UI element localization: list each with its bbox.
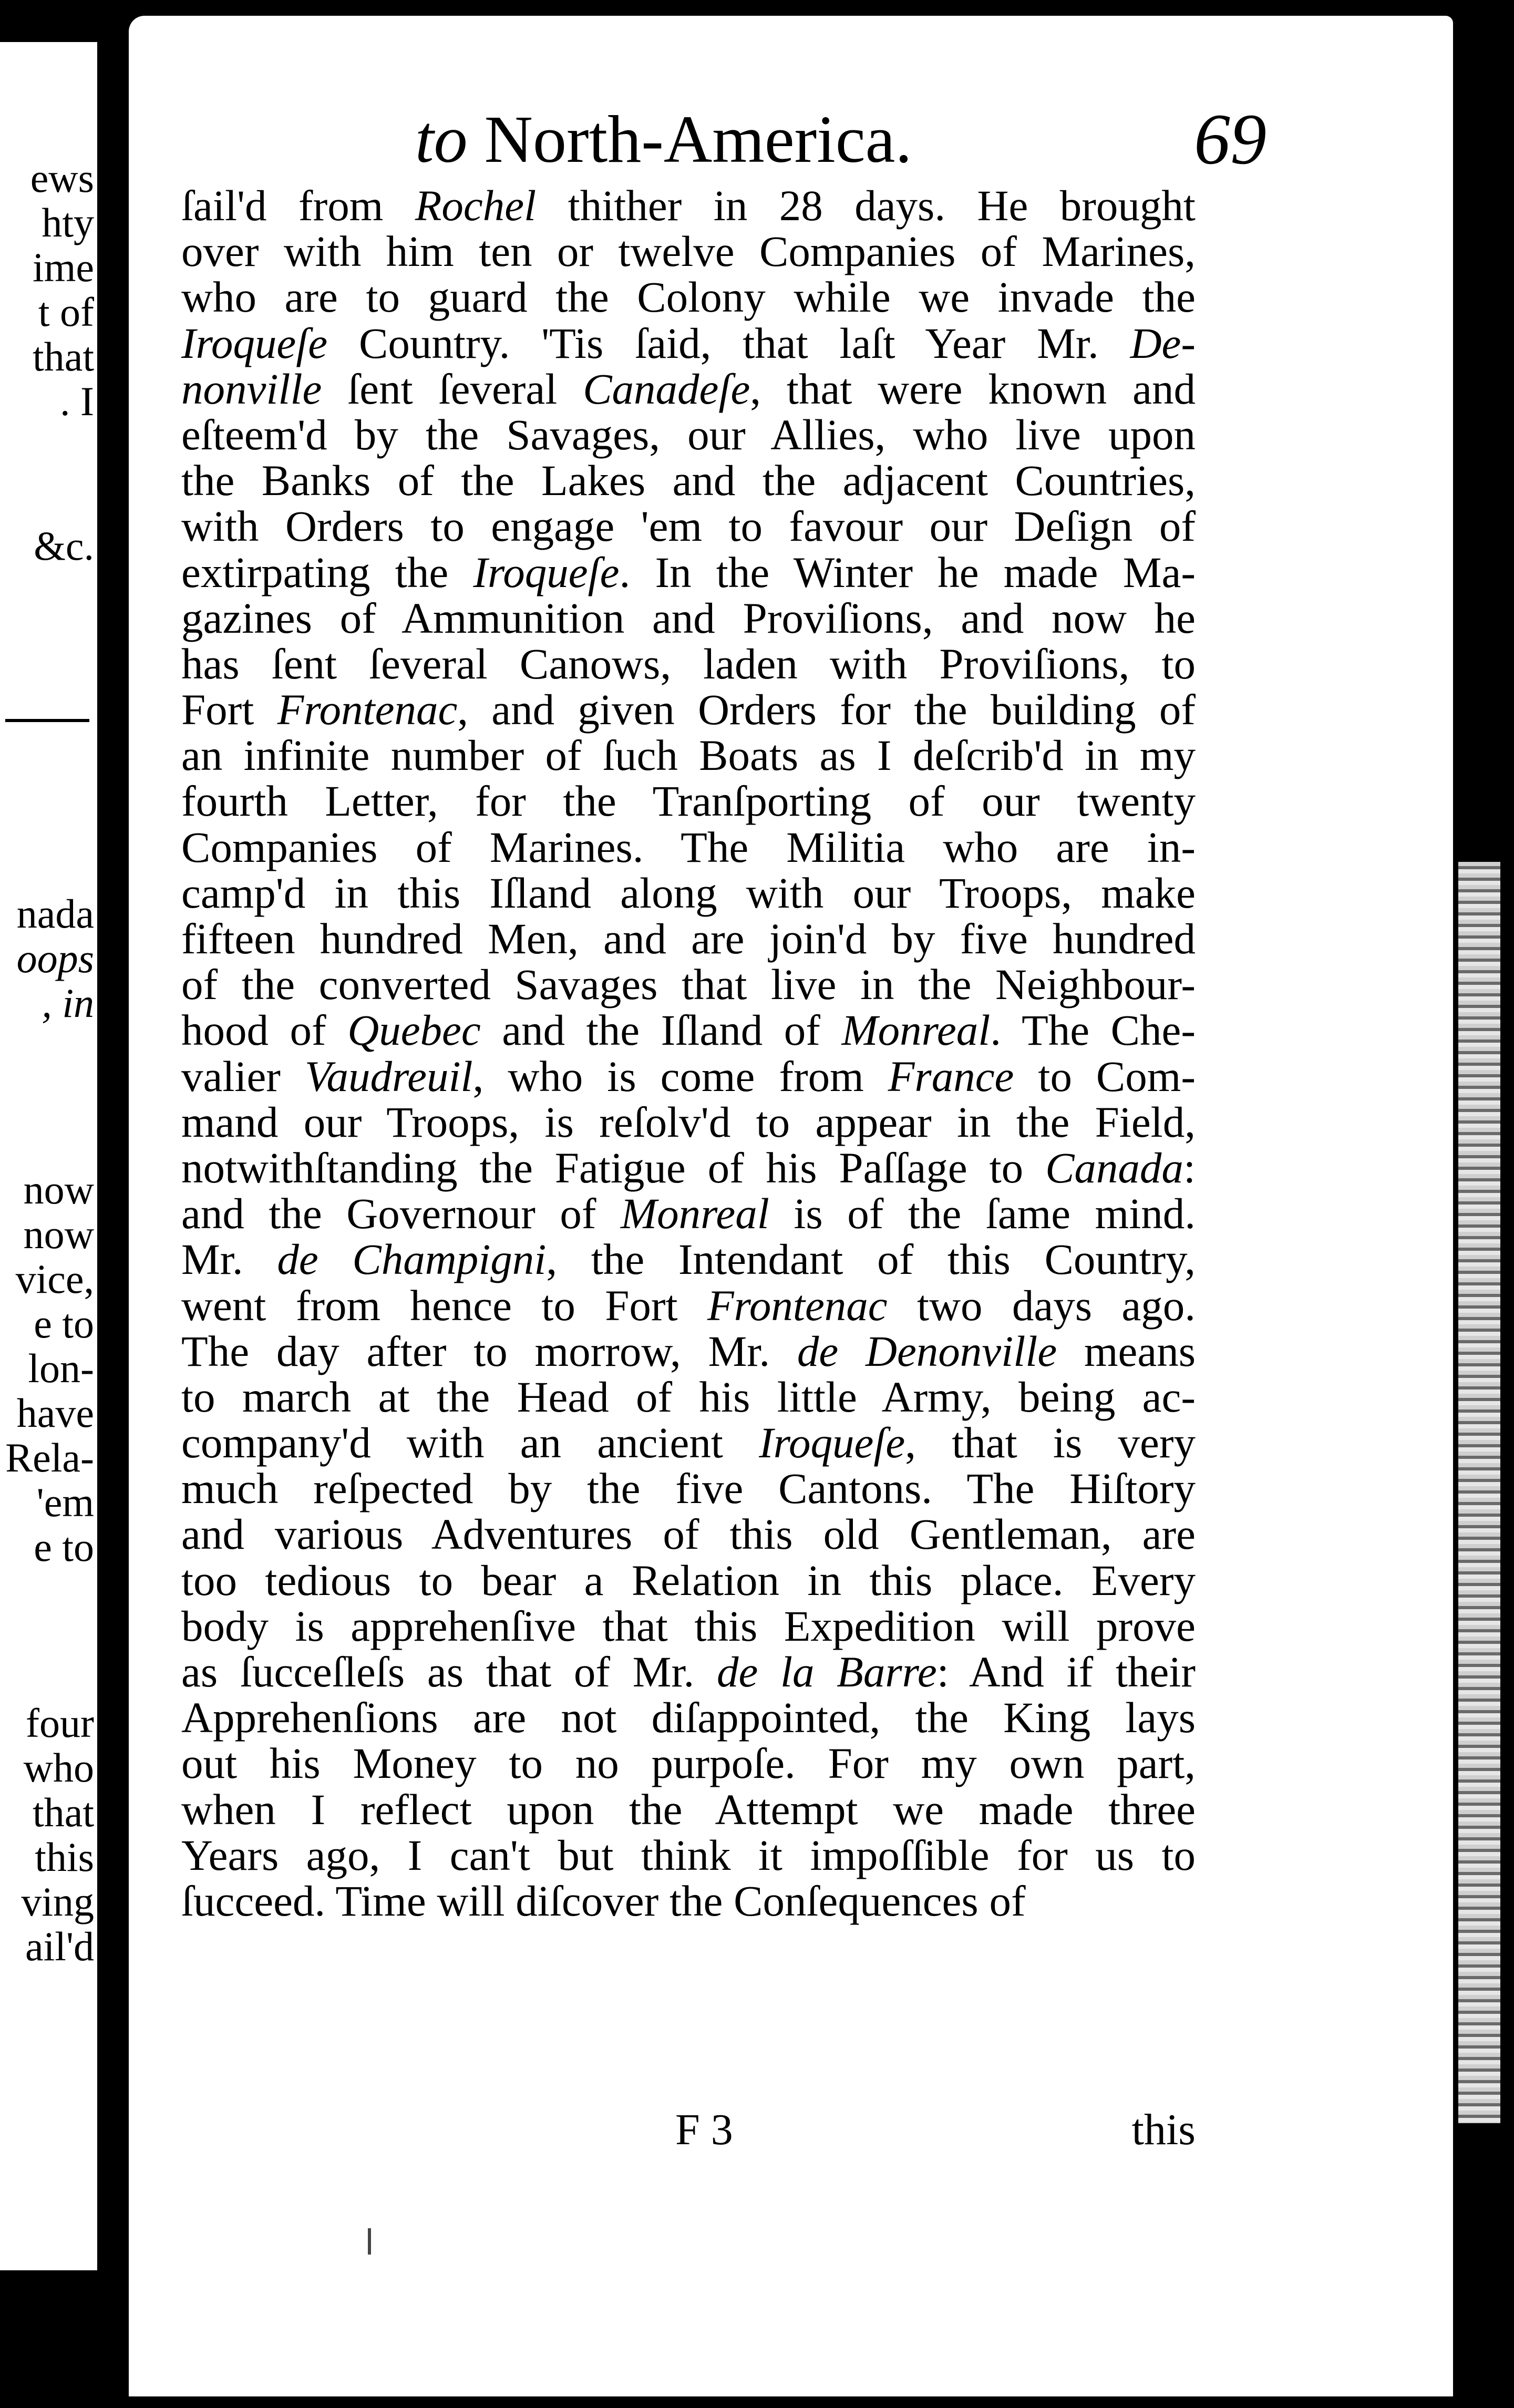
text-segment: company'd with an ancient bbox=[181, 1418, 759, 1467]
text-line bbox=[181, 1741, 1196, 1786]
text-segment: Years ago, I can't but think it impoſſible for us to bbox=[181, 1830, 1196, 1879]
text-segment: . In the Winter he made Ma- bbox=[619, 548, 1196, 596]
previous-page-rule bbox=[5, 719, 89, 722]
body-text bbox=[181, 183, 1196, 1924]
text-line bbox=[181, 1054, 1196, 1099]
italic-text: de la Barre bbox=[716, 1648, 937, 1696]
previous-page-fragment: this bbox=[35, 1834, 94, 1880]
running-head bbox=[173, 100, 1266, 179]
page-number: 69 bbox=[1194, 99, 1266, 179]
italic-text: Canadeſe bbox=[583, 364, 750, 413]
italic-text: Monreal bbox=[841, 1006, 991, 1055]
previous-page-fragment: vice, bbox=[15, 1256, 94, 1302]
previous-page-fragment: that bbox=[33, 334, 94, 379]
italic-text: Quebec bbox=[347, 1006, 481, 1055]
text-segment: . The Che- bbox=[990, 1006, 1196, 1055]
running-head-title bbox=[415, 100, 912, 179]
text-line bbox=[181, 503, 1196, 549]
text-segment: ſail'd from bbox=[181, 181, 415, 230]
text-line bbox=[181, 778, 1196, 824]
text-segment: is of the ſame mind. bbox=[769, 1189, 1196, 1238]
text-segment: ſent ſeveral bbox=[322, 364, 583, 413]
text-line bbox=[181, 1283, 1196, 1329]
previous-page-edge bbox=[0, 42, 97, 2270]
previous-page-fragment: 'em bbox=[36, 1479, 94, 1525]
text-segment: and various Adventures of this old Gentleman, are bbox=[181, 1510, 1196, 1559]
text-line bbox=[181, 822, 1196, 871]
text-segment: Companies of Marines. The Militia who are in- bbox=[181, 822, 1196, 871]
text-line bbox=[181, 1558, 1196, 1603]
italic-text: Rochel bbox=[415, 181, 537, 230]
signature-mark: F 3 bbox=[675, 2105, 733, 2154]
italic-text: Iroqueſe bbox=[759, 1418, 905, 1467]
text-segment: ſucceed. Time will diſcover the Conſequences of bbox=[181, 1876, 1026, 1925]
italic-text: France bbox=[888, 1052, 1014, 1100]
text-segment: valier bbox=[181, 1052, 305, 1100]
text-segment: Fort bbox=[181, 685, 277, 734]
previous-page-fragment: ews bbox=[30, 155, 94, 201]
text-segment: went from hence to Fort bbox=[181, 1281, 707, 1330]
previous-page-fragment: that bbox=[33, 1789, 94, 1835]
text-segment: over with him ten or twelve Companies of Marines, bbox=[181, 227, 1196, 276]
text-segment: much reſpected by the five Cantons. The Hiſtory bbox=[181, 1464, 1196, 1513]
text-segment: , who is come from bbox=[472, 1052, 888, 1100]
previous-page-fragment: Rela- bbox=[5, 1435, 94, 1480]
text-segment: notwithſtanding the Fatigue of his Paſſage to bbox=[181, 1143, 1046, 1192]
previous-page-fragment: lon- bbox=[28, 1345, 94, 1391]
text-line bbox=[181, 229, 1196, 274]
text-segment: Country. 'Tis ſaid, that laſt Year Mr. bbox=[327, 318, 1130, 367]
text-segment: the Banks of the Lakes and the adjacent Countries, bbox=[181, 456, 1196, 505]
previous-page-fragment: e to bbox=[34, 1301, 94, 1346]
previous-page-fragment: four bbox=[26, 1700, 94, 1746]
text-segment: and the Governour of bbox=[181, 1189, 621, 1238]
text-line bbox=[181, 916, 1196, 962]
italic-text: de Denonville bbox=[797, 1326, 1057, 1375]
italic-text: De- bbox=[1130, 318, 1196, 367]
text-line bbox=[181, 1603, 1196, 1649]
text-segment: as ſucceſleſs as that of Mr. bbox=[181, 1648, 717, 1696]
text-line bbox=[181, 318, 1196, 367]
binding-edge bbox=[1458, 862, 1500, 2123]
text-segment: and the Iſland of bbox=[480, 1006, 842, 1055]
text-line bbox=[181, 595, 1196, 641]
text-line bbox=[181, 183, 1196, 229]
previous-page-fragment: oops bbox=[16, 935, 94, 981]
text-segment: , that were known and bbox=[750, 364, 1196, 413]
text-segment: when I reflect upon the Attempt we made three bbox=[181, 1785, 1196, 1834]
italic-text: Iroqueſe bbox=[473, 548, 620, 596]
previous-page-fragment: t of bbox=[38, 289, 94, 335]
previous-page-fragment: . I bbox=[60, 378, 94, 424]
text-line bbox=[181, 1237, 1196, 1282]
text-line bbox=[181, 1145, 1196, 1191]
previous-page-fragment: ime bbox=[33, 244, 94, 290]
page-footer bbox=[181, 2101, 1196, 2159]
text-segment: of the converted Savages that live in the Neighbour- bbox=[181, 960, 1196, 1009]
text-segment: fifteen hundred Men, and are join'd by five hundred bbox=[181, 914, 1196, 963]
previous-page-fragment: hty bbox=[42, 200, 94, 245]
previous-page-fragment: have bbox=[16, 1390, 94, 1436]
text-line bbox=[181, 1830, 1196, 1879]
text-segment: has ſent ſeveral Canows, laden with Proviſions, to bbox=[181, 639, 1196, 688]
text-segment: who are to guard the Colony while we invade the bbox=[181, 273, 1196, 322]
text-segment: , that is very bbox=[905, 1418, 1196, 1467]
text-line bbox=[181, 274, 1196, 320]
text-line bbox=[181, 1695, 1196, 1741]
text-line bbox=[181, 366, 1196, 412]
text-line bbox=[181, 1007, 1196, 1053]
italic-text: Vaudreuil bbox=[304, 1052, 473, 1100]
italic-text: Iroqueſe bbox=[181, 318, 328, 367]
text-line bbox=[181, 687, 1196, 733]
text-line bbox=[181, 962, 1196, 1007]
previous-page-fragment: ail'd bbox=[25, 1923, 94, 1969]
text-segment: camp'd in this Iſland along with our Troops, make bbox=[181, 868, 1196, 917]
text-segment: to Com- bbox=[1014, 1052, 1196, 1100]
text-line bbox=[181, 1511, 1196, 1557]
text-line bbox=[181, 550, 1196, 595]
text-line bbox=[181, 1878, 1196, 1924]
text-segment: Mr. bbox=[181, 1235, 277, 1284]
text-segment: too tedious to bear a Relation in this place. Every bbox=[181, 1556, 1196, 1604]
text-line bbox=[181, 1649, 1196, 1695]
text-segment: , the Intendant of this Country, bbox=[546, 1235, 1196, 1284]
text-segment: fourth Letter, for the Tranſporting of our twenty bbox=[181, 777, 1196, 826]
text-segment: two days ago. bbox=[887, 1281, 1196, 1330]
text-line bbox=[181, 1374, 1196, 1420]
previous-page-fragment: ving bbox=[21, 1879, 94, 1925]
text-line bbox=[181, 641, 1196, 687]
text-segment: The day after to morrow, Mr. bbox=[181, 1326, 797, 1375]
text-segment: with Orders to engage 'em to favour our Deſign of bbox=[181, 502, 1196, 551]
text-segment: extirpating the bbox=[181, 548, 473, 596]
previous-page-fragment: &c. bbox=[34, 523, 94, 569]
text-line bbox=[181, 1191, 1196, 1237]
running-head-word-north: North bbox=[484, 102, 642, 177]
previous-page-fragment: now bbox=[23, 1211, 94, 1257]
text-segment: out his Money to no purpoſe. For my own part, bbox=[181, 1739, 1196, 1788]
italic-text: Canada bbox=[1045, 1143, 1183, 1192]
text-segment: means bbox=[1057, 1326, 1196, 1375]
paper-speck bbox=[368, 2228, 371, 2255]
text-segment: Apprehenſions are not diſappointed, the King lays bbox=[181, 1693, 1196, 1742]
text-segment: : bbox=[1183, 1143, 1196, 1192]
text-segment: : And if their bbox=[936, 1648, 1196, 1696]
text-segment: hood of bbox=[181, 1006, 348, 1055]
previous-page-fragment: , in bbox=[42, 980, 94, 1026]
previous-page-fragment: who bbox=[23, 1745, 94, 1790]
text-segment: mand our Troops, is reſolv'd to appear in the Field, bbox=[181, 1097, 1196, 1146]
previous-page-fragment: e to bbox=[34, 1524, 94, 1570]
text-line bbox=[181, 1420, 1196, 1466]
text-line bbox=[181, 412, 1196, 458]
text-segment: eſteem'd by the Savages, our Allies, who live upon bbox=[181, 410, 1196, 459]
text-line bbox=[181, 733, 1196, 778]
running-head-word-to: to bbox=[415, 102, 468, 177]
running-head-word-america: -America. bbox=[641, 102, 912, 177]
italic-text: de Champigni bbox=[277, 1235, 547, 1284]
text-segment: to march at the Head of his little Army, being ac- bbox=[181, 1372, 1196, 1421]
text-segment: thither in 28 days. He brought bbox=[536, 181, 1196, 230]
previous-page-fragment: now bbox=[23, 1167, 94, 1212]
italic-text: Frontenac bbox=[707, 1281, 888, 1330]
catchword: this bbox=[1131, 2105, 1196, 2154]
text-segment: body is apprehenſive that this Expedition will prove bbox=[181, 1601, 1196, 1650]
text-line bbox=[181, 1466, 1196, 1511]
text-line bbox=[181, 870, 1196, 916]
italic-text: nonville bbox=[181, 364, 322, 413]
text-line bbox=[181, 1099, 1196, 1145]
text-segment: , and given Orders for the building of bbox=[457, 685, 1196, 734]
text-line bbox=[181, 1787, 1196, 1833]
italic-text: Frontenac bbox=[277, 685, 458, 734]
text-segment: an infinite number of ſuch Boats as I deſcrib'd in my bbox=[181, 731, 1196, 780]
previous-page-fragment: nada bbox=[16, 891, 94, 937]
text-line bbox=[181, 1326, 1196, 1375]
text-line bbox=[181, 458, 1196, 503]
italic-text: Monreal bbox=[621, 1189, 769, 1238]
text-segment: gazines of Ammunition and Proviſions, and now he bbox=[181, 593, 1196, 642]
